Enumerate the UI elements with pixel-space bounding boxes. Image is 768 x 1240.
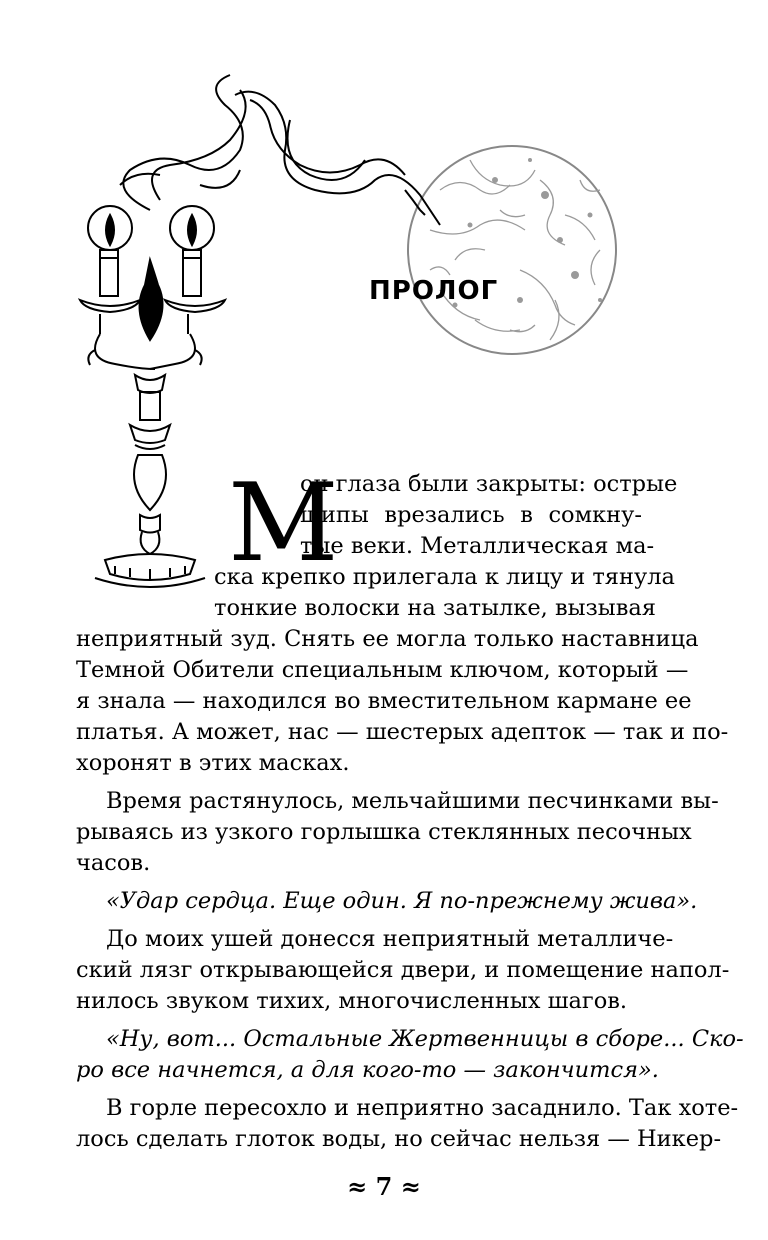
text-line: тонкие волоски на затылке, вызывая xyxy=(214,595,656,621)
text-line: платья. А может, нас — шестерых адепток — так и по- xyxy=(76,719,729,745)
text-line: шипы врезались в сомкну- xyxy=(300,502,642,528)
candelabrum-illustration xyxy=(80,206,225,587)
text-line: До моих ушей донесся неприятный металличе- xyxy=(106,926,674,952)
text-line: часов. xyxy=(76,850,151,876)
text-line: рываясь из узкого горлышка стеклянных песочных xyxy=(76,819,692,845)
moon-illustration xyxy=(408,146,616,354)
page-number: ≈ 7 ≈ xyxy=(347,1172,421,1201)
smoke-illustration xyxy=(120,75,440,225)
text-line: ои глаза были закрыты: острые xyxy=(300,471,678,497)
drop-cap: М xyxy=(228,461,339,586)
text-line: В горле пересохло и неприятно засаднило. Так хоте- xyxy=(106,1095,739,1121)
text-line: ска крепко прилегала к лицу и тянула xyxy=(214,564,675,590)
text-line: нилось звуком тихих, многочисленных шагов. xyxy=(76,988,628,1014)
text-line: Темной Обители специальным ключом, который — xyxy=(76,657,689,683)
text-line: «Удар сердца. Еще один. Я по-прежнему жива». xyxy=(106,888,698,914)
text-line: ро все начнется, а для кого-то — закончится». xyxy=(76,1057,659,1083)
text-line: хоронят в этих масках. xyxy=(76,750,350,776)
text-line: неприятный зуд. Снять ее могла только наставница xyxy=(76,626,699,652)
chapter-title: ПРОЛОГ xyxy=(369,276,499,306)
text-line: «Ну, вот... Остальные Жертвенницы в сборе... Ско- xyxy=(106,1026,744,1052)
text-line: лось сделать глоток воды, но сейчас нельзя — Никер- xyxy=(76,1126,722,1152)
text-line: Время растянулось, мельчайшими песчинками вы- xyxy=(106,788,719,814)
text-line: я знала — находился во вместительном кармане ее xyxy=(76,688,692,714)
text-line: тые веки. Металлическая ма- xyxy=(300,533,655,559)
text-line: ский лязг открывающейся двери, и помещение напол- xyxy=(76,957,730,983)
